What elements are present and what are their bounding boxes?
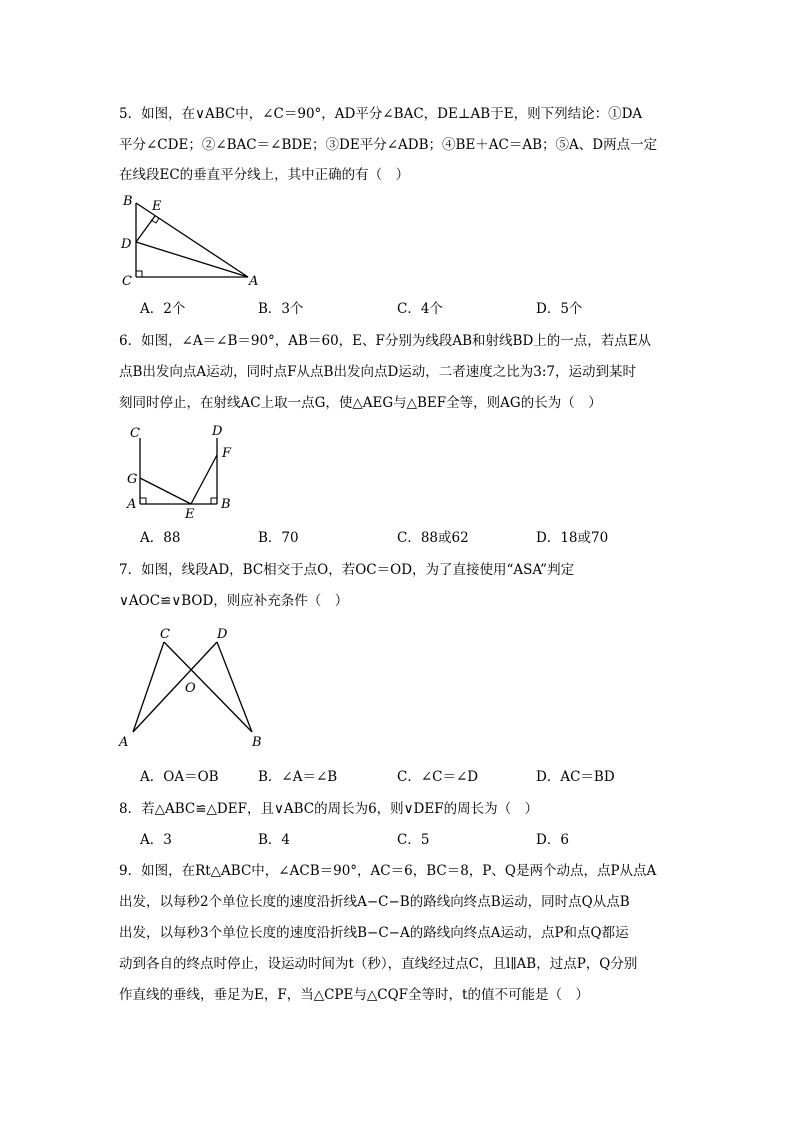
q9-line-5: 作直线的垂线，垂足为E，F，当△CPE与△CQF全等时，t的值不可能是（ ） (119, 987, 589, 1003)
q6-label-A: A (127, 497, 137, 512)
q8-option-b[interactable]: B．4 (258, 832, 291, 848)
q6-label-C: C (130, 426, 140, 441)
q7-label-D: D (217, 627, 228, 642)
q6-figure (115, 418, 245, 518)
q7-label-C: C (160, 627, 170, 642)
q5-seg-DA (136, 242, 248, 277)
q7-line-2: ∨AOC≌∨BOD，则应补充条件（ ） (119, 593, 349, 609)
q6-option-d[interactable]: D．18或70 (536, 530, 609, 546)
q8-option-d[interactable]: D．6 (536, 832, 569, 848)
q8-line-1: 8．若△ABC≌△DEF，且∨ABC的周长为6，则∨DEF的周长为（ ） (119, 801, 539, 817)
q5-label-C: C (122, 274, 132, 289)
q6-line-2: 点B出发向点A运动，同时点F从点B出发向点D运动，二者速度之比为3:7，运动到某时 (119, 364, 637, 380)
q5-label-A: A (249, 274, 259, 289)
q7-seg-DB (217, 642, 252, 732)
q6-right-angle-B (211, 498, 217, 504)
q6-line-1: 6．如图，∠A＝∠B＝90°，AB＝60，E、F分别为线段AB和射线BD上的一点，若点E从 (119, 333, 652, 349)
q6-seg-EF (191, 455, 217, 504)
q5-option-a[interactable]: A．2个 (140, 301, 186, 317)
q6-seg-GE (140, 478, 191, 504)
q5-option-c[interactable]: C．4个 (397, 301, 443, 317)
q6-label-F: F (222, 446, 232, 461)
q5-option-d[interactable]: D．5个 (536, 301, 583, 317)
q7-option-b[interactable]: B．∠A＝∠B (258, 769, 338, 785)
q5-line-3: 在线段EC的垂直平分线上，其中正确的有（ ） (119, 167, 410, 183)
q6-label-E: E (185, 507, 195, 518)
q8-option-a[interactable]: A．3 (140, 832, 172, 848)
q5-line-2: 平分∠CDE；②∠BAC＝∠BDE；③DE平分∠ADB；④BE＋AC＝AB；⑤A、D两点一定 (119, 137, 658, 153)
q7-line-1: 7．如图，线段AD，BC相交于点O，若OC＝OD，为了直接使用“ASA”判定 (119, 562, 575, 578)
q9-line-1: 9．如图，在Rt△ABC中，∠ACB＝90°，AC＝6，BC＝8，P、Q是两个动点，点P从点A (119, 863, 657, 879)
q5-label-E: E (152, 199, 162, 214)
q6-option-a[interactable]: A．88 (140, 530, 181, 546)
q5-figure (115, 190, 265, 290)
q5-line-1: 5．如图，在∨ABC中，∠C＝90°，AD平分∠BAC，DE⊥AB于E，则下列结论：①DA (119, 106, 643, 122)
q6-option-b[interactable]: B．70 (258, 530, 299, 546)
q7-label-B: B (252, 735, 262, 750)
q7-figure (115, 620, 275, 750)
q6-line-3: 刻同时停止，在射线AC上取一点G，使△AEG与△BEF全等，则AG的长为（ ） (119, 395, 602, 411)
q6-label-B: B (221, 497, 231, 512)
q7-seg-CA (133, 642, 164, 732)
q5-seg-BA (136, 203, 248, 277)
q7-seg-DA (133, 642, 217, 732)
q8-option-c[interactable]: C．5 (397, 832, 430, 848)
q5-option-b[interactable]: B．3个 (258, 301, 304, 317)
q7-label-O: O (185, 681, 196, 696)
q7-seg-CB (164, 642, 252, 732)
q6-label-G: G (127, 472, 138, 487)
q7-option-a[interactable]: A．OA＝OB (140, 769, 219, 785)
q6-right-angle-A (140, 498, 146, 504)
q9-line-4: 动到各自的终点时停止，设运动时间为t（秒），直线经过点C，且l∥AB，过点P，Q分别 (119, 956, 638, 972)
q6-option-c[interactable]: C．88或62 (397, 530, 469, 546)
q5-label-D: D (121, 237, 132, 252)
q6-label-D: D (212, 424, 223, 439)
q5-right-angle-C (136, 271, 142, 277)
q9-line-3: 出发，以每秒3个单位长度的速度沿折线B−C−A的路线向终点A运动，点P和点Q都运 (119, 925, 629, 941)
q7-label-A: A (119, 735, 129, 750)
q7-option-c[interactable]: C．∠C＝∠D (397, 769, 479, 785)
q5-label-B: B (123, 194, 133, 209)
q7-option-d[interactable]: D．AC＝BD (536, 769, 615, 785)
q9-line-2: 出发，以每秒2个单位长度的速度沿折线A−C−B的路线向终点B运动，同时点Q从点B (119, 894, 630, 910)
q5-seg-DE (136, 216, 155, 242)
